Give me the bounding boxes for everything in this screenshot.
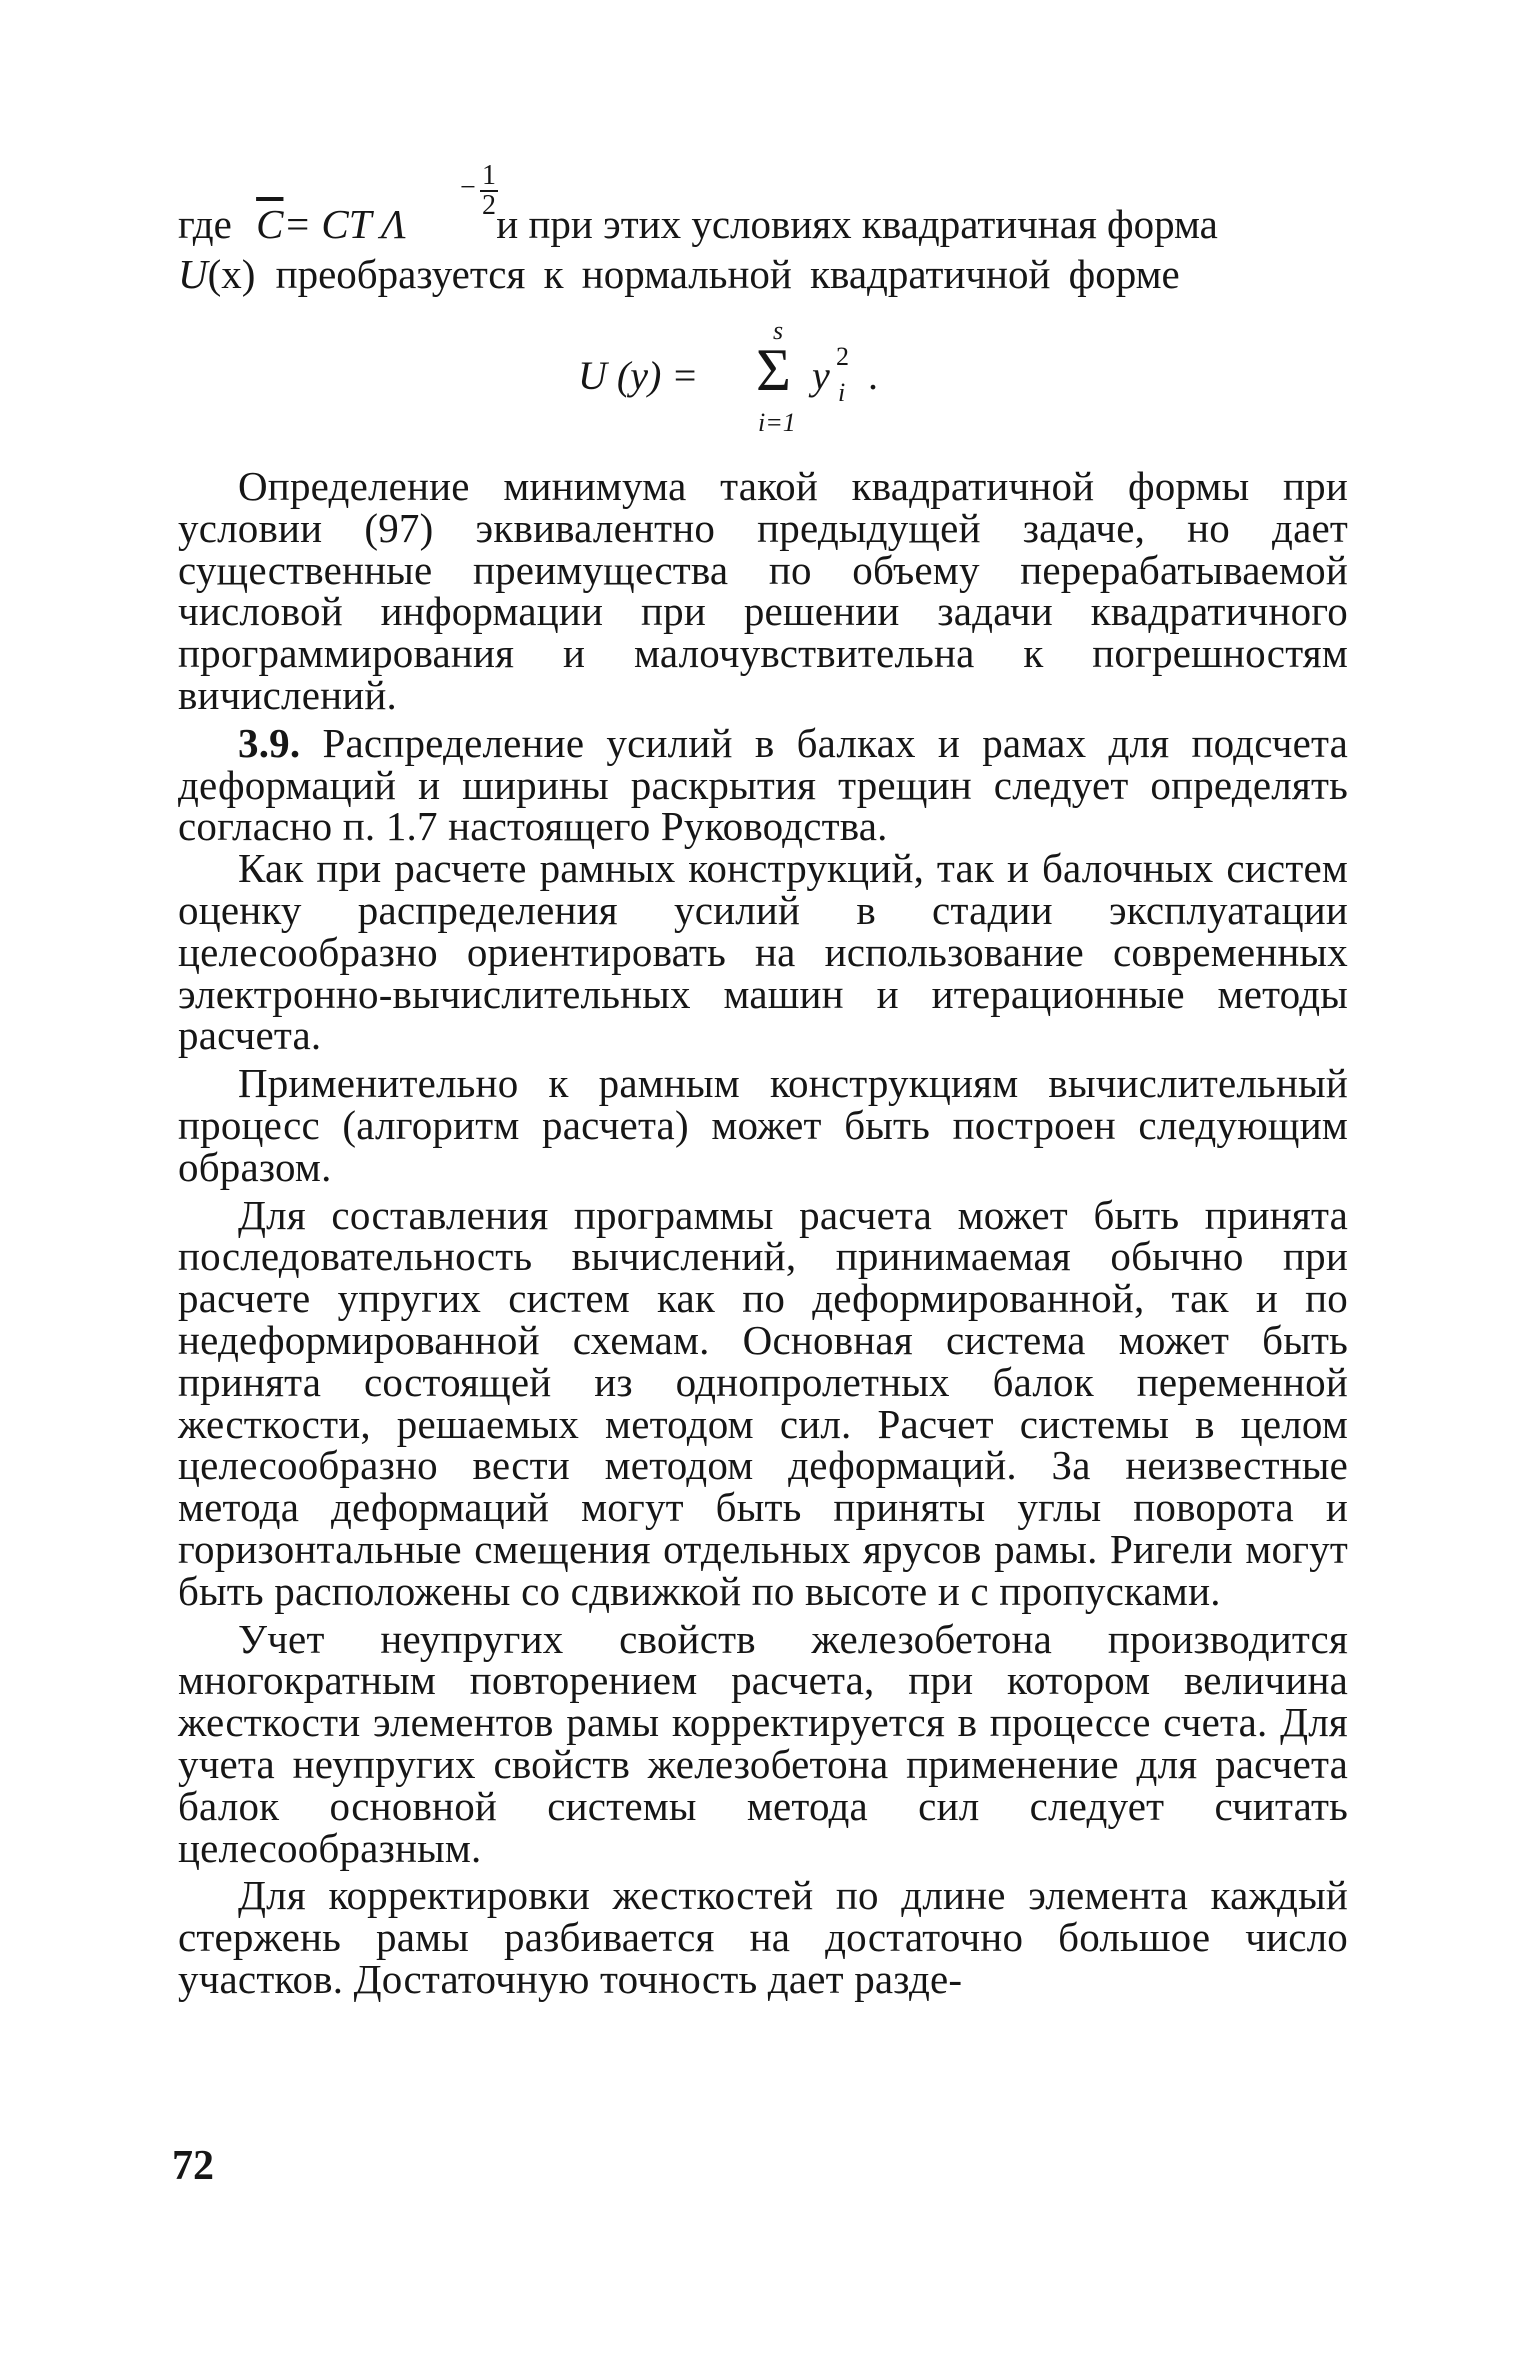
formula-line-1 bbox=[178, 200, 1348, 248]
equation-ct-lambda: = CT Λ bbox=[283, 201, 406, 247]
c-bar-symbol: $\overline{C}$ bbox=[256, 201, 284, 247]
paragraph-frame-structures: Как при расчете рамных конструкций, так и балочных систем оценку распределения усилий в стадии эксплуатации целесообразно ориентировать на использование современных электронно-вычислительных машин и итерационные методы расчета. bbox=[178, 845, 1348, 1059]
sigma-symbol: Σ bbox=[756, 337, 791, 403]
paragraph-3-9 bbox=[178, 719, 1349, 850]
paragraph-inelastic: Учет неупругих свойств железобетона производится многократным повторением расчета, при котором величина жесткости элементов рамы корректируется в процессе счета. Для учета неупругих свойств железобетона применение для расчета балок основной системы метода сил следует считать целесообразным. bbox=[178, 1615, 1348, 1871]
sum-upper-limit: s bbox=[773, 316, 784, 345]
exponent-numerator: 1 bbox=[482, 160, 496, 191]
transform-text: преобразуется к нормальной квадратичной форме bbox=[275, 251, 1180, 297]
section-number: 3.9. bbox=[238, 719, 301, 766]
paragraph-minimum: Определение минимума такой квадратичной формы при условии (97) эквивалентно предыдущей задаче, но дает существенные преимущества по объему перерабатываемой числовой информации при решении задачи квадратичного программирования и малочувствительна к погрешностям вичислений. bbox=[178, 463, 1348, 718]
sum-term-superscript: 2 bbox=[836, 342, 849, 371]
paragraph-program: Для составления программы расчета может быть принята последовательность вычислений, принимаемая обычно при расчете упругих систем как по деформированной, так и по недеформированной схемам. Основная система может быть принята состоящей из однопролетных балок переменной жесткости, решаемых методом сил. Расчет системы в целом целесообразно вести методом деформаций. За неизвестные метода деформаций могут быть приняты углы поворота и горизонтальные смещения отдельных ярусов рамы. Ригели могут быть расположены со сдвижкой по высоте и с пропусками. bbox=[178, 1191, 1348, 1614]
section-text: Распределение усилий в балках и рамах для подсчета деформаций и ширины раскрытия трещин следует определять согласно п. 1.7 настоящего Руководства. bbox=[178, 719, 1349, 850]
page-number: 72 bbox=[172, 2143, 214, 2189]
exponent-denominator: 2 bbox=[482, 190, 496, 221]
sum-lhs: U (y) = bbox=[578, 353, 699, 398]
formula-line-2 bbox=[178, 250, 1348, 298]
where-word: где bbox=[178, 201, 232, 247]
condition-text: и при этих условиях квадратичная форма bbox=[496, 201, 1218, 247]
exponent-minus-sign: − bbox=[460, 172, 476, 203]
x-argument: (x) bbox=[207, 251, 256, 297]
sum-term: y bbox=[812, 353, 830, 398]
u-symbol: U bbox=[178, 251, 208, 297]
sum-term-subscript: i bbox=[838, 378, 846, 407]
paragraph-algorithm: Применительно к рамным конструкциям вычислительный процесс (алгоритм расчета) может быть построен следующим образом. bbox=[178, 1060, 1348, 1190]
paragraph-stiffness: Для корректировки жесткостей по длине элемента каждый стержень рамы разбивается на достаточно большое число участков. Достаточную точность дает разде- bbox=[178, 1872, 1348, 2002]
sum-period: . bbox=[868, 353, 878, 398]
sum-lower-limit: i=1 bbox=[758, 408, 796, 437]
main-text bbox=[178, 463, 1349, 2002]
